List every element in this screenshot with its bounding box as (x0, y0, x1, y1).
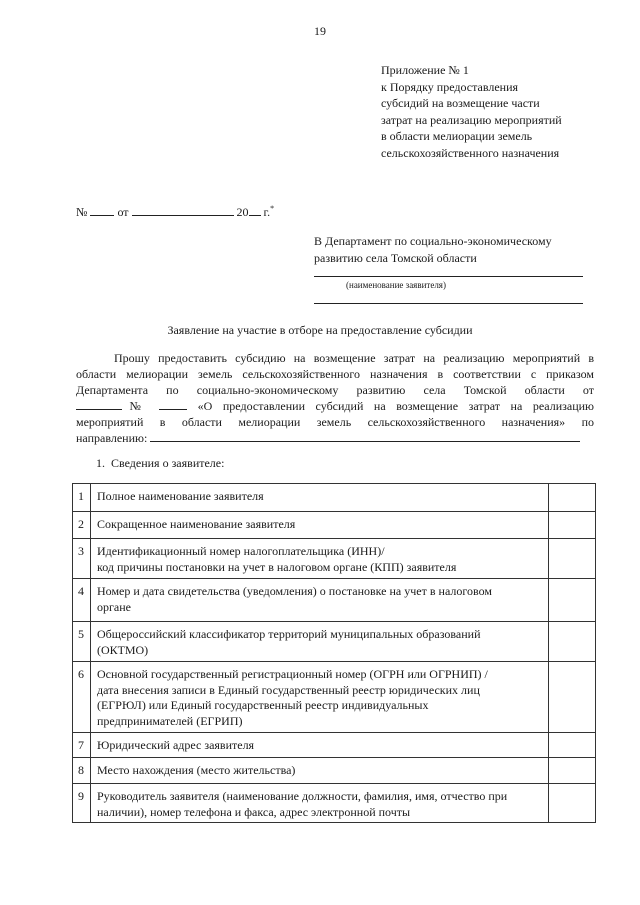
direction-line (76, 430, 594, 446)
row-number: 6 (73, 662, 91, 733)
paragraph-line: области мелиорации земель сельскохозяйственного назначения в соответствии с приказом (76, 367, 594, 381)
page-number: 19 (314, 24, 326, 38)
row-label (91, 539, 549, 579)
applicant-extra-field[interactable] (314, 303, 583, 304)
appendix-line: Приложение № 1 (381, 63, 469, 77)
row-number: 5 (73, 622, 91, 662)
year-prefix: 20 (236, 205, 249, 219)
row-number: 1 (73, 484, 91, 512)
row-value-cell[interactable] (549, 622, 596, 662)
row-label-line: (ОКТМО) (97, 642, 149, 657)
row-value-cell[interactable] (549, 579, 596, 622)
row-value-cell[interactable] (549, 484, 596, 512)
paragraph-line: Департамента по социально-экономическому развитию села Томской области от (76, 383, 594, 397)
table-row (73, 484, 596, 512)
appendix-header (381, 62, 562, 162)
paragraph-line: Прошу предоставить субсидию на возмещение затрат на реализацию мероприятий в (114, 351, 594, 365)
row-number: 4 (73, 579, 91, 622)
row-label-line: Идентификационный номер налогоплательщика (ИНН)/ (97, 544, 385, 558)
row-label (91, 484, 549, 512)
row-value-cell[interactable] (549, 662, 596, 733)
addressee-line: В Департамент по социально-экономическому (314, 234, 552, 248)
form-title: Заявление на участие в отборе на предоставление субсидии (167, 323, 473, 337)
direction-label: направлению: (76, 431, 148, 445)
date-field[interactable] (132, 204, 234, 216)
row-number: 7 (73, 733, 91, 758)
row-label-line: Общероссийский классификатор территорий муниципальных образований (97, 627, 481, 641)
row-value-cell[interactable] (549, 758, 596, 784)
row-label (91, 784, 549, 823)
number-field[interactable] (90, 204, 114, 216)
applicant-info-table (72, 483, 596, 823)
row-label (91, 512, 549, 539)
appendix-line: в области мелиорации земель (381, 129, 533, 144)
applicant-caption: (наименование заявителя) (346, 280, 446, 290)
row-label-line: код причины постановки на учет в налоговом органе (КПП) заявителя (97, 559, 457, 574)
order-date-field[interactable] (76, 399, 122, 410)
order-number-field[interactable] (159, 399, 187, 410)
year-suffix: г. (263, 205, 271, 219)
row-label (91, 622, 549, 662)
row-label-line: Номер и дата свидетельства (уведомления) о постановке на учет в налоговом (97, 584, 492, 598)
addressee-line: развитию села Томской области (314, 250, 477, 265)
row-label-line: Полное наименование заявителя (97, 489, 264, 503)
order-number-label: № (122, 399, 149, 413)
row-number: 8 (73, 758, 91, 784)
section-title: Сведения о заявителе: (111, 456, 225, 470)
addressee-block (314, 233, 552, 266)
number-label: № (76, 205, 88, 219)
table-row (73, 539, 596, 579)
row-number: 2 (73, 512, 91, 539)
row-label-line: Основной государственный регистрационный номер (ОГРН или ОГРНИП) / (97, 667, 488, 681)
appendix-line: сельскохозяйственного назначения (381, 145, 560, 160)
row-value-cell[interactable] (549, 539, 596, 579)
appendix-line: субсидий на возмещение части (381, 96, 540, 111)
row-value-cell[interactable] (549, 733, 596, 758)
table-row (73, 579, 596, 622)
date-from-label: от (117, 205, 129, 219)
row-label (91, 758, 549, 784)
row-label (91, 579, 549, 622)
section-number: 1. (96, 456, 105, 470)
appendix-line: к Порядку предоставления (381, 79, 519, 94)
footnote-mark: * (270, 204, 275, 213)
year-field[interactable] (249, 204, 261, 216)
request-paragraph (76, 350, 594, 446)
paragraph-line: мероприятий в области мелиорации земель сельскохозяйственного назначения» по (76, 415, 594, 429)
row-label-line: дата внесения записи в Единый государственный реестр юридических лиц (97, 682, 480, 697)
section-heading (96, 456, 224, 471)
row-label (91, 662, 549, 733)
row-label (91, 733, 549, 758)
order-title: «О предоставлении субсидий на возмещение затрат на реализацию (197, 399, 595, 413)
table-row (73, 662, 596, 733)
row-label-line: Руководитель заявителя (наименование должности, фамилия, имя, отчество при (97, 789, 508, 803)
row-number: 3 (73, 539, 91, 579)
row-label-line: предпринимателей (ЕГРИП) (97, 713, 243, 728)
row-label-line: Место нахождения (место жительства) (97, 763, 296, 777)
direction-field[interactable] (150, 431, 580, 442)
table-row (73, 622, 596, 662)
row-value-cell[interactable] (549, 512, 596, 539)
table-row (73, 512, 596, 539)
document-number-line (76, 204, 274, 220)
table-row (73, 758, 596, 784)
row-label-line: (ЕГРЮЛ) или Единый государственный реестр индивидуальных (97, 698, 429, 712)
table-row (73, 733, 596, 758)
row-label-line: наличии), номер телефона и факса, адрес электронной почты (97, 804, 411, 819)
paragraph-line (76, 398, 594, 414)
row-label-line: Сокращенное наименование заявителя (97, 517, 296, 531)
row-number: 9 (73, 784, 91, 823)
row-value-cell[interactable] (549, 784, 596, 823)
row-label-line: Юридический адрес заявителя (97, 738, 255, 752)
table-row (73, 784, 596, 823)
appendix-line: затрат на реализацию мероприятий (381, 112, 562, 127)
row-label-line: органе (97, 599, 131, 614)
applicant-name-field[interactable] (314, 276, 583, 277)
